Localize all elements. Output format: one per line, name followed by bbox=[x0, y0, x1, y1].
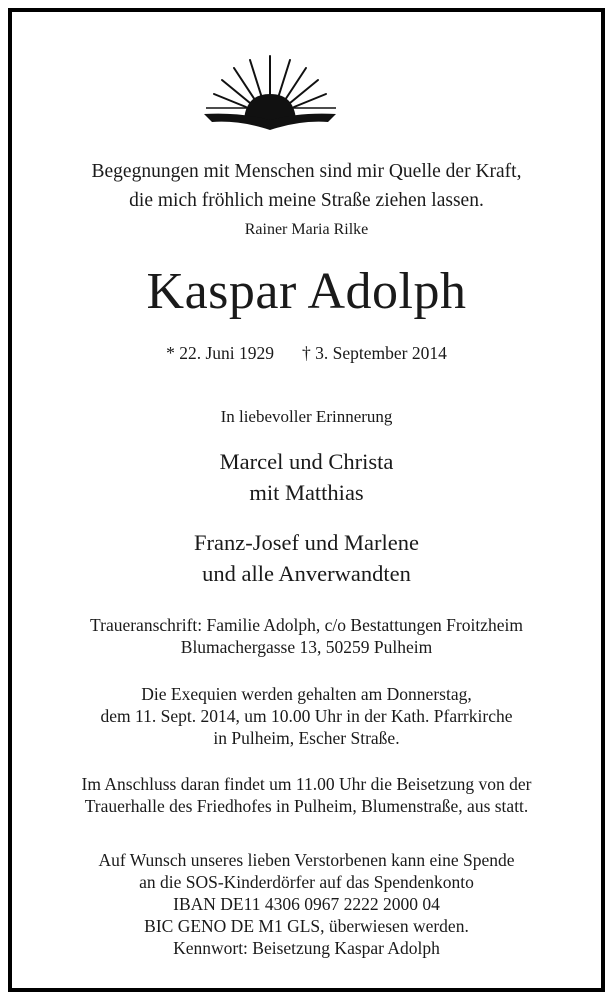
exequies-line: in Pulheim, Escher Straße. bbox=[213, 728, 400, 748]
address-line: Blumachergasse 13, 50259 Pulheim bbox=[180, 637, 433, 657]
burial-notice bbox=[0, 773, 613, 817]
family-group bbox=[0, 446, 613, 508]
donation-line: an die SOS-Kinderdörfer auf das Spendenkonto bbox=[139, 872, 474, 892]
rilke-quote bbox=[0, 157, 613, 215]
quote-author: Rainer Maria Rilke bbox=[244, 221, 369, 238]
burial-line: Im Anschluss daran findet um 11.00 Uhr die Beisetzung von der bbox=[81, 774, 532, 794]
mourning-address bbox=[0, 614, 613, 658]
donation-line: BIC GENO DE M1 GLS, überwiesen werden. bbox=[144, 916, 469, 936]
family-line: mit Matthias bbox=[249, 480, 364, 505]
birth-date: * 22. Juni 1929 bbox=[166, 343, 275, 363]
exequies-notice bbox=[0, 683, 613, 749]
rising-sun-icon bbox=[200, 50, 340, 134]
quote-line: Begegnungen mit Menschen sind mir Quelle der Kraft, bbox=[91, 161, 522, 182]
quote-line: die mich fröhlich meine Straße ziehen lassen. bbox=[129, 190, 484, 211]
life-dates bbox=[0, 341, 613, 365]
donation-line: Kennwort: Beisetzung Kaspar Adolph bbox=[173, 938, 440, 958]
death-date: † 3. September 2014 bbox=[302, 343, 447, 363]
deceased-name: Kaspar Adolph bbox=[146, 263, 467, 320]
family-line: und alle Anverwandten bbox=[202, 561, 411, 586]
donation-notice bbox=[0, 849, 613, 959]
exequies-line: Die Exequien werden gehalten am Donnerstag, bbox=[141, 684, 472, 704]
exequies-line: dem 11. Sept. 2014, um 10.00 Uhr in der Kath. Pfarrkirche bbox=[100, 706, 513, 726]
family-line: Franz-Josef und Marlene bbox=[194, 530, 419, 555]
address-line: Traueranschrift: Familie Adolph, c/o Bestattungen Froitzheim bbox=[90, 615, 523, 635]
family-group bbox=[0, 527, 613, 589]
donation-line: Auf Wunsch unseres lieben Verstorbenen kann eine Spende bbox=[98, 850, 515, 870]
donation-line: IBAN DE11 4306 0967 2222 2000 04 bbox=[173, 894, 440, 914]
burial-line: Trauerhalle des Friedhofes in Pulheim, Blumenstraße, aus statt. bbox=[84, 796, 529, 816]
remembrance-line: In liebevoller Erinnerung bbox=[220, 407, 393, 426]
family-line: Marcel und Christa bbox=[219, 449, 394, 474]
